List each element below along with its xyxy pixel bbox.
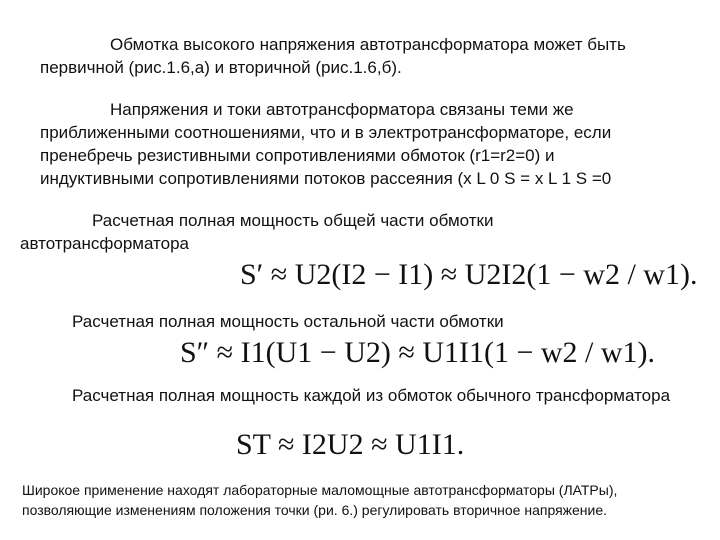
paragraph-2-line-2: приближенными соотношениями, что и в электротрансформаторе, если	[40, 123, 612, 142]
paragraph-2-line-4: индуктивными сопротивлениями потоков рассеяния (x L 0 S = x L 1 S =0	[40, 169, 612, 188]
paragraph-2-line-1: Напряжения и токи автотрансформатора связаны теми же	[110, 100, 574, 119]
footer-line-1: Широкое применение находят лабораторные маломощные автотрансформаторы (ЛАТРы),	[22, 482, 618, 498]
paragraph-4: Расчетная полная мощность остальной части обмотки	[72, 312, 504, 331]
paragraph-3-line-1: Расчетная полная мощность общей части обмотки	[92, 211, 494, 230]
paragraph-1-line-1: Обмотка высокого напряжения автотрансформатора может быть	[110, 35, 626, 54]
footer-line-2: позволяющие изменениям положения точки (ри. 6.) регулировать вторичное напряжение.	[22, 502, 608, 518]
paragraph-2-line-3: пренебречь резистивными сопротивлениями обмоток (r1=r2=0) и	[40, 146, 555, 165]
paragraph-3-line-2: автотрансформатора	[20, 234, 189, 253]
paragraph-5: Расчетная полная мощность каждой из обмоток обычного трансформатора	[72, 386, 671, 405]
formula-ordinary-transformer-power: ST ≈ I2U2 ≈ U1I1.	[236, 428, 465, 461]
formula-common-part-power: S′ ≈ U2(I2 − I1) ≈ U2I2(1 − w2 / w1).	[240, 258, 698, 291]
formula-remaining-part-power: S″ ≈ I1(U1 − U2) ≈ U1I1(1 − w2 / w1).	[180, 336, 656, 369]
paragraph-1-line-2: первичной (рис.1.6,а) и вторичной (рис.1.6,б).	[40, 58, 402, 77]
